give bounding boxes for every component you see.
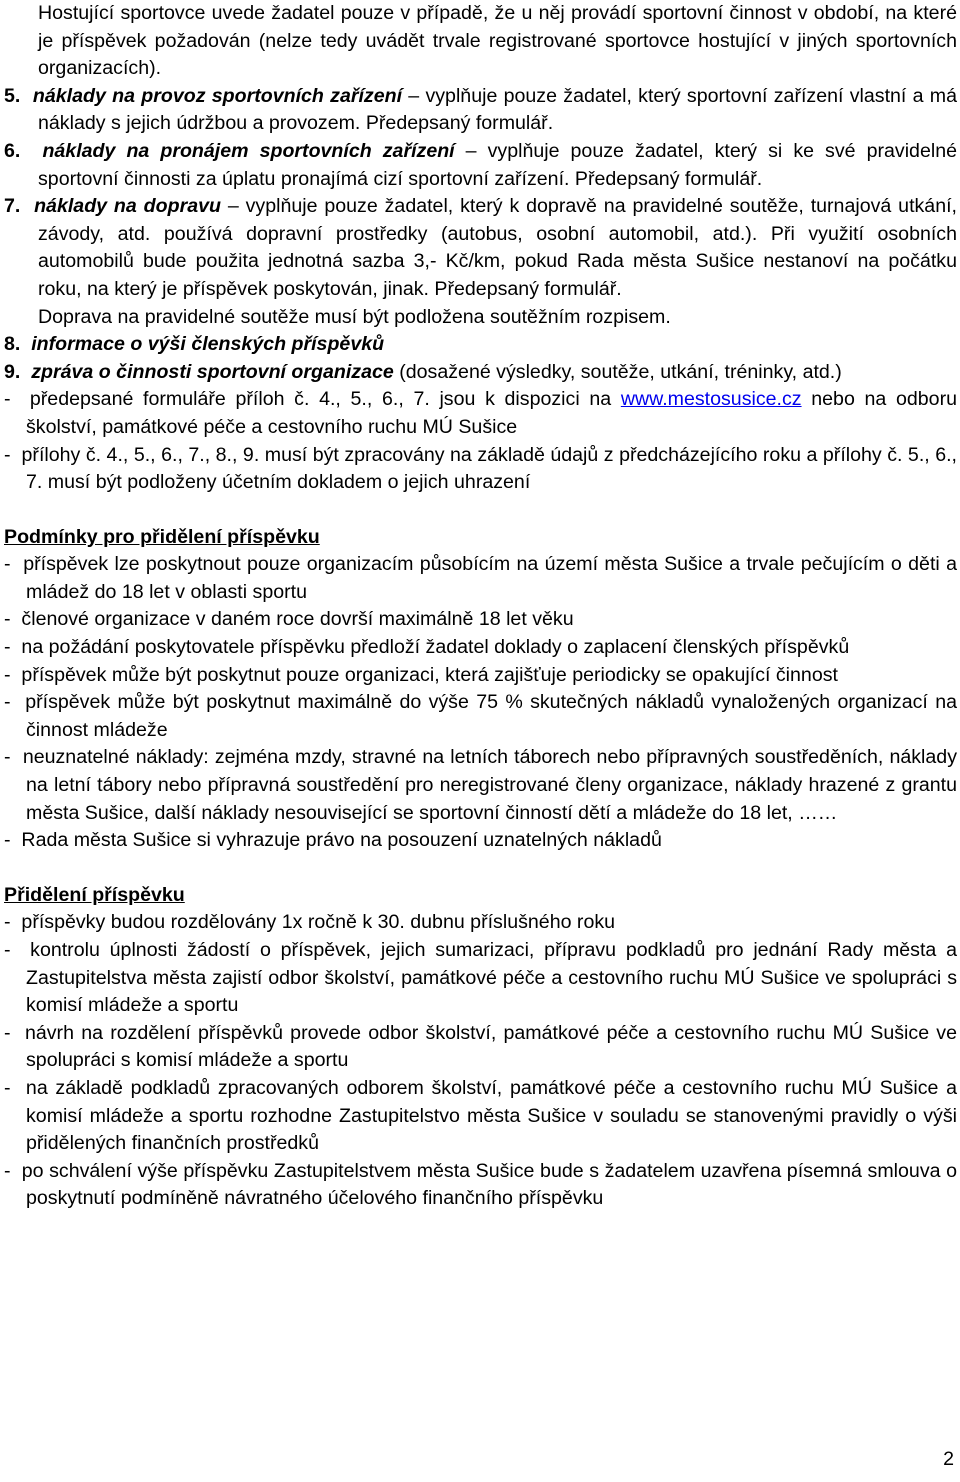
item-text: – vyplňuje pouze žadatel, který k dopravě na pravidelné soutěže, turnajová utkání, závody, atd. používá dopravní prostředky (autobus, osobní automobil, atd.). Při využití osobních automobilů bude použita jednotná sazba 3,- Kč/km, pokud Rada města Sušice nestanoví na počátku roku, na který je příspěvek poskytován, jinak. Předepsaný formulář. — [38, 195, 957, 300]
list-item-9 — [4, 359, 957, 387]
item-text: (dosažené výsledky, soutěže, utkání, tréninky, atd.) — [393, 360, 842, 383]
list-item: - příspěvek může být poskytnut pouze organizaci, která zajišťuje periodicky se opakující činnost — [4, 663, 838, 686]
intro-paragraph: Hostující sportovce uvede žadatel pouze v případě, že u něj provádí sportovní činnost v období, na které je příspěvek požadován (nelze tedy uvádět trvale registrované sportovce hostující v jiných sportovních organizacích). — [38, 2, 957, 80]
note-attachments: - přílohy č. 4., 5., 6., 7., 8., 9. musí být zpracovány na základě údajů z předcházejícího roku a přílohy č. 5., 6., 7. musí být podloženy účetním dokladem o jejich uhrazení — [4, 443, 957, 494]
allocation-list — [4, 909, 957, 1213]
item-text: – vyplňuje pouze žadatel, který sportovní zařízení vlastní a má náklady s jejich údržbou a provozem. Předepsaný formulář. — [38, 84, 958, 135]
list-item: - Rada města Sušice si vyhrazuje právo na posouzení uznatelných nákladů — [4, 829, 662, 852]
list-item-5 — [4, 83, 957, 138]
note-text: předepsané formuláře příloh č. 4., 5., 6., 7. jsou k dispozici na — [29, 388, 621, 411]
item-title: zpráva o činnosti sportovní organizace — [31, 360, 394, 383]
item-title: informace o výši členských příspěvků — [31, 333, 385, 356]
document-page — [4, 0, 957, 1213]
list-item: - po schválení výše příspěvku Zastupitelstvem města Sušice bude s žadatelem uzavřena písemná smlouva o poskytnutí podmíněně návratného účelového finančního příspěvku — [4, 1159, 957, 1210]
item-text: – vyplňuje pouze žadatel, který si ke své pravidelné sportovní činnosti za úplatu pronajímá cizí sportovní zařízení. Předepsaný formulář. — [38, 139, 957, 190]
item-number: 7. — [4, 195, 21, 218]
list-item: - příspěvek může být poskytnut maximálně do výše 75 % skutečných nákladů vynaložených organizací na činnost mládeže — [4, 691, 957, 741]
website-link[interactable]: www.mestosusice.cz — [620, 388, 802, 411]
list-item: - kontrolu úplnosti žádostí o příspěvek, jejich sumarizaci, přípravu podkladů pro jednání Rady města a Zastupitelstva města zajistí odbor školství, památkové péče a cestovního ruchu MÚ Sušice ve spolupráci s komisí mládeže a sportu — [4, 939, 957, 1017]
note-text: nebo na odboru školství, památkové péče a cestovního ruchu MÚ Sušice — [26, 388, 957, 438]
list-item: - členové organizace v daném roce dovrší maximálně 18 let věku — [4, 608, 574, 631]
item-title: náklady na provoz sportovních zařízení — [32, 84, 403, 107]
section-heading-conditions: Podmínky pro přidělení příspěvku — [4, 525, 320, 548]
section-heading-allocation: Přidělení příspěvku — [4, 883, 185, 906]
page-number: 2 — [943, 1448, 954, 1470]
item-7-transport-note: Doprava na pravidelné soutěže musí být podložena soutěžním rozpisem. — [38, 305, 671, 328]
note-forms-availability: - předepsané formuláře příloh č. 4., 5., 6., 7. jsou k dispozici na www.mestosusice.cz nebo na odboru školství, památkové péče a cestovního ruchu MÚ Sušice — [4, 388, 957, 438]
list-item: - na požádání poskytovatele příspěvku předloží žadatel doklady o zaplacení členských příspěvků — [4, 636, 850, 659]
list-item: - příspěvek lze poskytnout pouze organizacím působícím na území města Sušice a trvale pečujícím o děti a mládež do 18 let v oblasti sportu — [4, 553, 957, 603]
item-number: 9. — [4, 360, 21, 383]
note-text: přílohy č. 4., 5., 6., 7., 8., 9. musí být zpracovány na základě údajů z předcházejícího roku a přílohy č. 5., 6., 7. musí být podloženy účetním dokladem o jejich uhrazení — [21, 443, 957, 494]
item-title: náklady na dopravu — [34, 195, 221, 218]
list-item-7 — [4, 193, 957, 303]
list-item: - příspěvky budou rozdělovány 1x ročně k 30. dubnu příslušného roku — [4, 911, 616, 934]
item-number: 8. — [4, 333, 21, 356]
list-item: - na základě podkladů zpracovaných odborem školství, památkové péče a cestovního ruchu MÚ Sušice a komisí mládeže a sportu rozhodne Zastupitelstvo města Sušice v souladu se stanovenými pravidly o výši přidělených finančních prostředků — [4, 1076, 957, 1155]
list-item: - návrh na rozdělení příspěvků provede odbor školství, památkové péče a cestovního ruchu MÚ Sušice ve spolupráci s komisí mládeže a sportu — [4, 1021, 958, 1072]
conditions-list — [4, 551, 957, 855]
list-item-8 — [4, 331, 957, 359]
list-item-6 — [4, 138, 957, 193]
item-number: 6. — [4, 139, 21, 162]
item-number: 5. — [4, 84, 21, 107]
item-title: náklady na pronájem sportovních zařízení — [42, 139, 455, 162]
list-item: - neuznatelné náklady: zejména mzdy, stravné na letních táborech nebo přípravných soustředěních, náklady na letní tábory nebo přípravná soustředění pro neregistrované členy organizace, náklady hrazené z grantu města Sušice, další náklady nesouvisející se sportovní činností dětí a mládeže do 18 let, …… — [4, 746, 957, 824]
